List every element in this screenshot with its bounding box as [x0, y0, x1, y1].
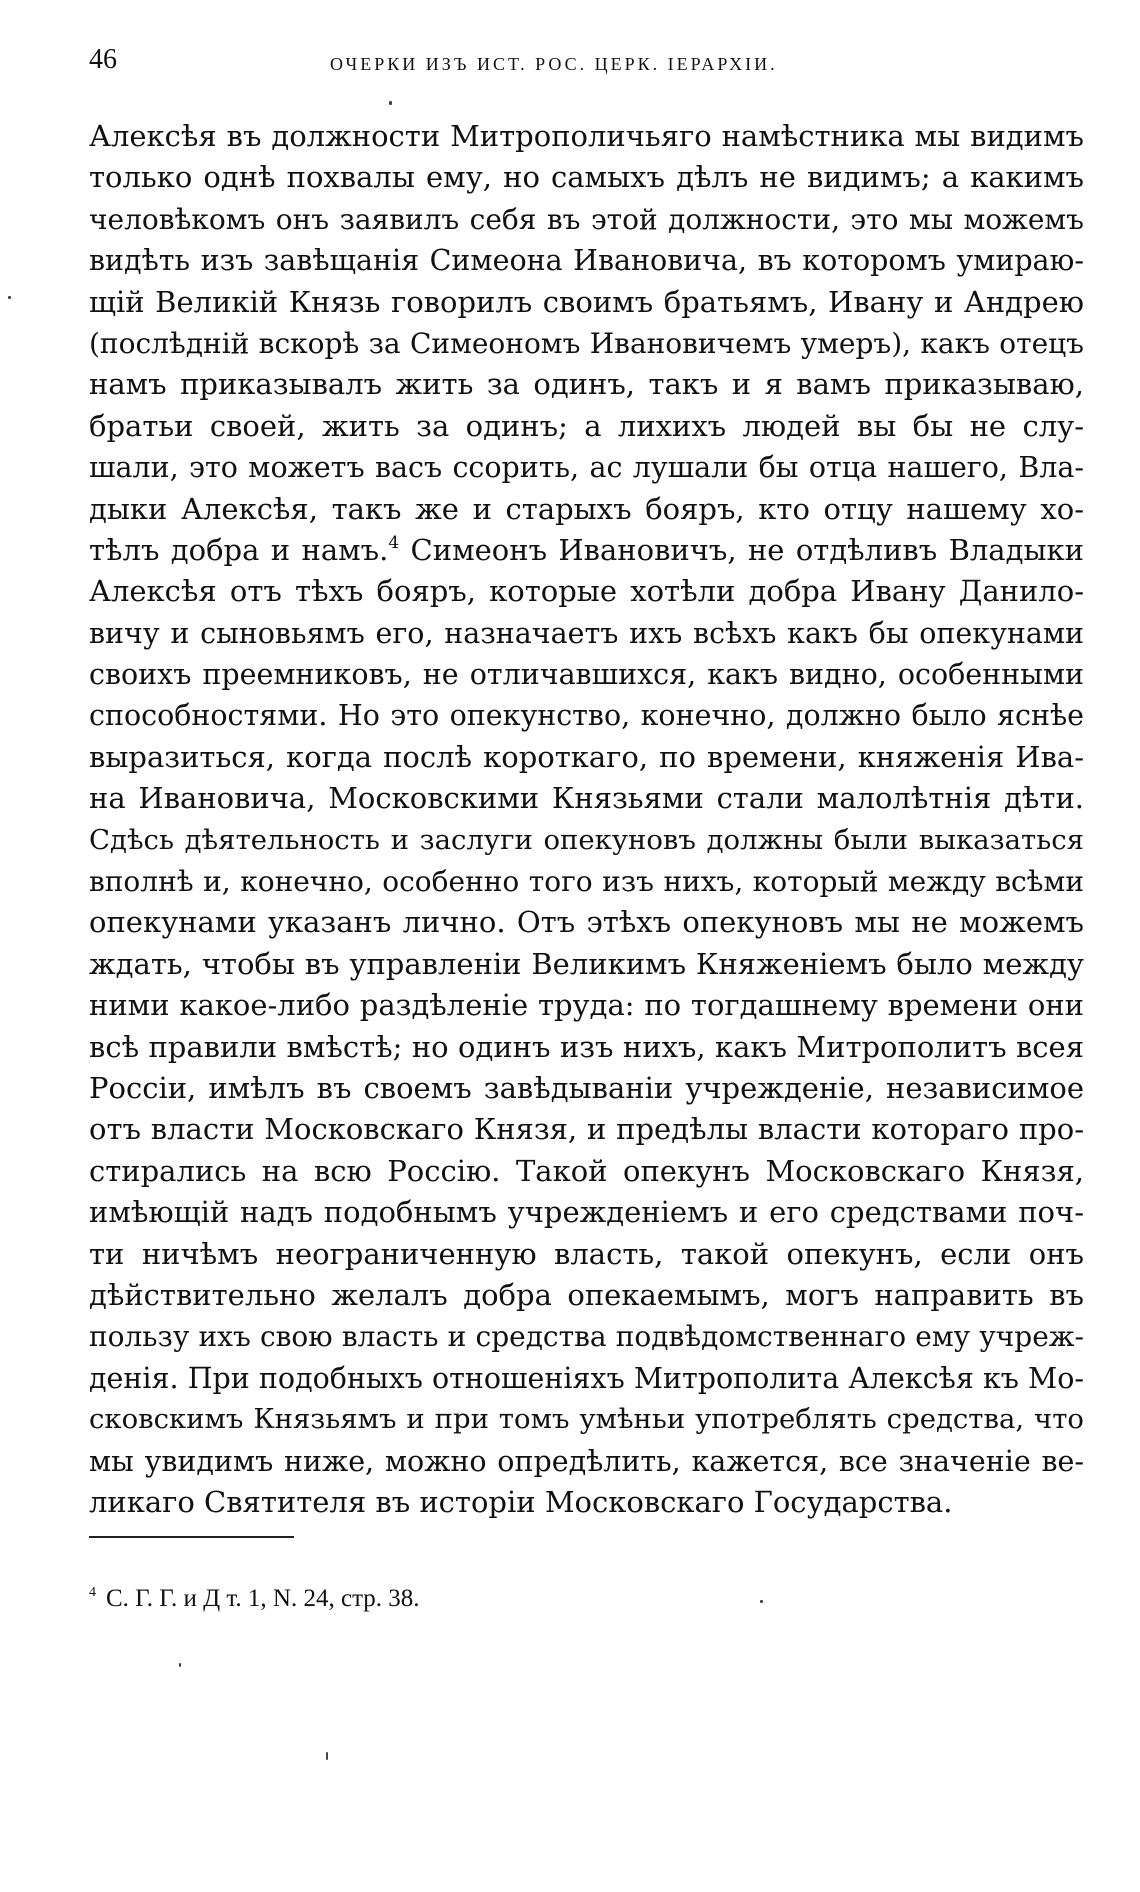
text-line: вичу и сыновьямъ его, назначаетъ ихъ всѣхъ какъ бы опекунами [89, 616, 1084, 650]
text-line: отъ власти Московскаго Князя, и предѣлы власти котораго про- [89, 1112, 1084, 1147]
text-line: денія. При подобныхъ отношеніяхъ Митрополита Алексѣя къ Мо- [89, 1361, 1084, 1395]
text-line: Сдѣсь дѣятельность и заслуги опекуновъ должны были выказаться [89, 823, 1084, 856]
body-text [89, 116, 1084, 1523]
scan-speck [760, 1600, 763, 1603]
text-segment: Симеонъ Ивановичъ, не отдѣливъ Владыки [410, 532, 1084, 567]
text-line: мы увидимъ ниже, можно опредѣлить, кажется, все значеніе ве- [89, 1444, 1084, 1478]
text-line: имѣющій надъ подобнымъ учрежденіемъ и его средствами поч- [89, 1195, 1084, 1230]
text-line: человѣкомъ онъ заявилъ себя въ этой должности, это мы можемъ [89, 202, 1084, 236]
text-line: щій Великій Князь говорилъ своимъ братьямъ, Ивану и Андрею [89, 284, 1084, 319]
text-line: братьи своей, жить за одинъ; а лихихъ людей вы бы не слу- [89, 408, 1084, 443]
text-line: Алексѣя въ должности Митрополичьяго намѣстника мы видимъ [89, 119, 1084, 153]
text-line: Алексѣя отъ тѣхъ бояръ, которые хотѣли добра Ивану Данило- [89, 574, 1084, 609]
text-line: способностями. Но это опекунство, конечно, должно было яснѣе [89, 699, 1084, 733]
text-line: (послѣдній вскорѣ за Симеономъ Ивановичемъ умеръ), какъ отецъ [89, 326, 1084, 360]
footnote-divider [89, 1536, 294, 1538]
footnote [89, 1585, 420, 1613]
text-line: вполнѣ и, конечно, особенно того изъ нихъ, который между всѣми [89, 865, 1084, 899]
text-line: стирались на всю Россію. Такой опекунъ Московскаго Князя, [89, 1153, 1084, 1188]
text-line: ждать, чтобы въ управленіи Великимъ Княженіемъ было между [89, 946, 1084, 981]
text-line: всѣ правили вмѣстѣ; но одинъ изъ нихъ, какъ Митрополитъ всея [89, 1029, 1084, 1064]
text-line: опекунами указанъ лично. Отъ этѣхъ опекуновъ мы не можемъ [89, 905, 1084, 940]
scan-speck [389, 101, 392, 105]
text-line: сковскимъ Князьямъ и при томъ умѣньи употреблять средства, что [89, 1403, 1084, 1436]
text-line: своихъ преемниковъ, не отличавшихся, какъ видно, особенными [89, 658, 1084, 692]
text-segment: тѣлъ добра и намъ. [89, 532, 389, 567]
text-line: ти ничѣмъ неограниченную власть, такой опекунъ, если онъ [89, 1236, 1084, 1271]
text-line: ними какое-либо раздѣленіе труда: по тогдашнему времени они [89, 988, 1084, 1023]
scan-speck [8, 296, 11, 299]
text-line: шали, это можетъ васъ ссорить, ас лушали бы отца нашего, Вла- [89, 451, 1084, 485]
text-line-with-footnote-ref [89, 530, 1084, 571]
text-line: Россіи, имѣлъ въ своемъ завѣдываніи учрежденіе, независимое [89, 1070, 1084, 1105]
text-line: на Ивановича, Московскими Князьями стали малолѣтнія дѣти. [89, 781, 1084, 816]
text-line: намъ приказывалъ жить за одинъ, такъ и я вамъ приказываю, [89, 367, 1084, 402]
text-line: дѣйствительно желалъ добра опекаемымъ, могъ направить въ [89, 1277, 1084, 1312]
footnote-reference[interactable]: 4 [388, 532, 400, 553]
footnote-text: С. Г. Г. и Д т. 1, N. 24, стр. 38. [106, 1585, 420, 1612]
scan-speck [326, 1752, 328, 1760]
text-line: дыки Алексѣя, такъ же и старыхъ бояръ, кто отцу нашему хо- [89, 491, 1084, 526]
footnote-marker: 4 [89, 1585, 96, 1600]
text-line: пользу ихъ свою власть и средства подвѣдомственнаго ему учреж- [89, 1320, 1084, 1354]
text-line: видѣть изъ завѣщанія Симеона Ивановича, въ которомъ умираю- [89, 244, 1084, 278]
text-line: выразиться, когда послѣ короткаго, по времени, княженія Ива- [89, 739, 1084, 774]
page-number: 46 [89, 44, 117, 75]
text-line-last: ликаго Святителя въ исторіи Московскаго Государства. [89, 1484, 953, 1519]
text-line: только однѣ похвалы ему, но самыхъ дѣлъ не видимъ; а какимъ [89, 160, 1084, 195]
running-title: ОЧЕРКИ ИЗЪ ИСТ. РОС. ЦЕРК. ІЕРАРХІИ. [330, 54, 778, 74]
scan-speck [179, 1663, 181, 1667]
